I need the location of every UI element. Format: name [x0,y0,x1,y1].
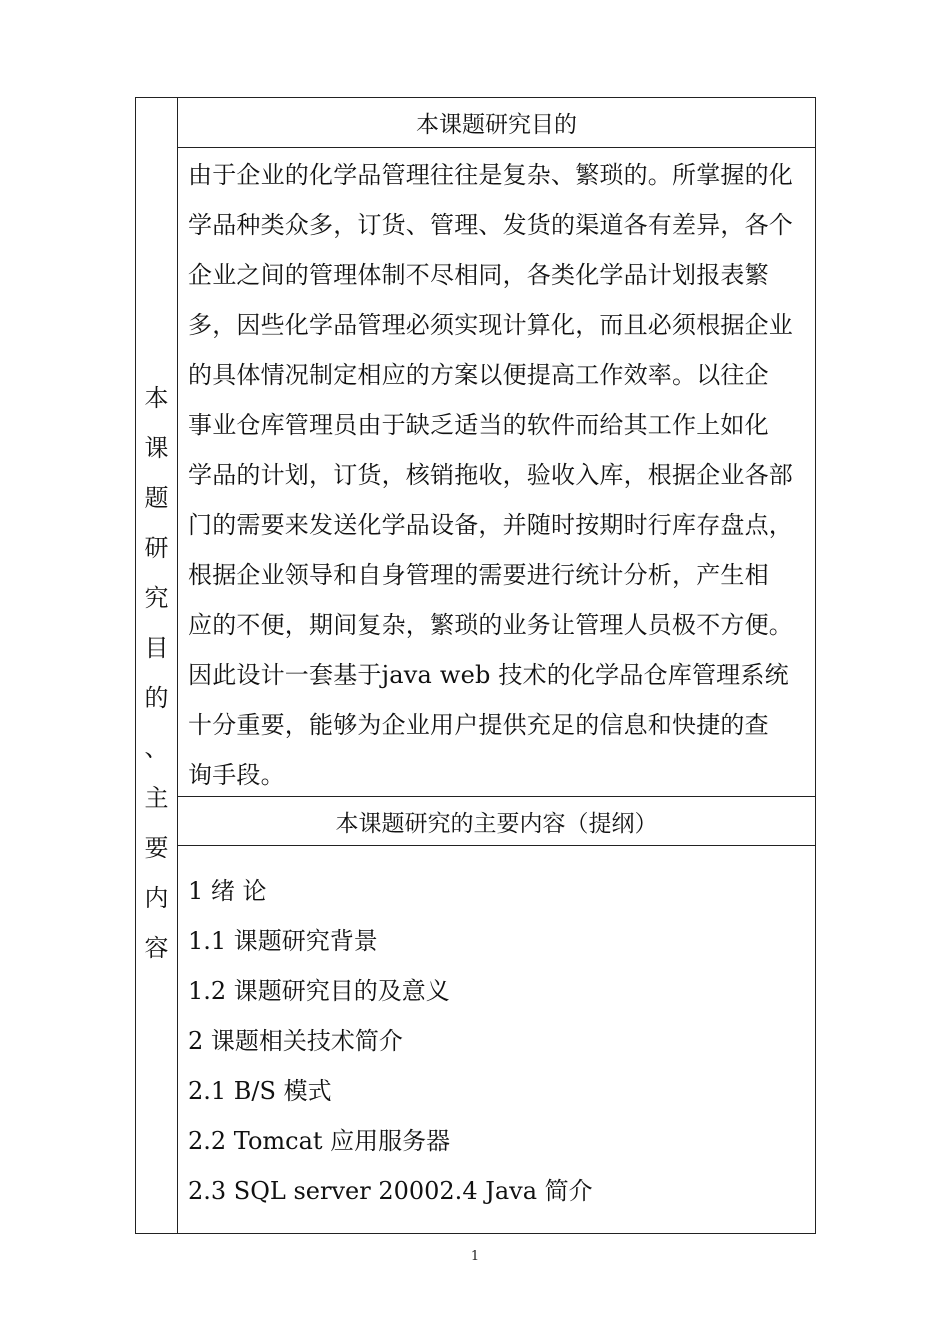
paragraph-line: 应的不便，期间复杂，繁琐的业务让管理人员极不方便。 [188,611,793,639]
paragraph-line: 事业仓库管理员由于缺乏适当的软件而给其工作上如化 [188,411,769,439]
outline-item: 1.1 课题研究背景 [188,927,378,955]
side-label-char: 题 [144,484,169,512]
side-label-char: 的 [144,684,169,712]
side-label-char: 目 [144,634,169,662]
purpose-heading: 本课题研究目的 [178,98,815,148]
paragraph-line: 十分重要，能够为企业用户提供充足的信息和快捷的查 [188,711,769,739]
side-label-char: 内 [144,884,169,912]
outline-item: 2 课题相关技术简介 [188,1027,403,1055]
paragraph-line: 企业之间的管理体制不尽相同，各类化学品计划报表繁 [188,261,769,289]
side-label-char: 本 [144,384,169,412]
outline-item: 2.3 SQL server 20002.4 Java 简介 [188,1177,593,1205]
side-label-char: 研 [144,534,169,562]
side-label-char: 课 [144,434,169,462]
paragraph-line: 门的需要来发送化学品设备，并随时按期时行库存盘点， [188,511,793,539]
side-label-char: 究 [144,584,169,612]
paragraph-line: 学品种类众多，订货、管理、发货的渠道各有差异，各个 [188,211,793,239]
side-label-char: 主 [144,784,169,812]
side-label [136,373,177,973]
side-label-char: 、 [144,734,169,762]
paragraph-line: 由于企业的化学品管理往往是复杂、繁琐的。所掌握的化 [188,161,793,189]
proposal-table [135,97,816,1234]
outline-item: 2.1 B/S 模式 [188,1077,332,1105]
paragraph-line: 多，因些化学品管理必须实现计算化，而且必须根据企业 [188,311,793,339]
content-column [178,98,815,1233]
outline-item: 2.2 Tomcat 应用服务器 [188,1127,451,1155]
side-label-char: 要 [144,834,169,862]
paragraph-line: 学品的计划，订货，核销拖收，验收入库，根据企业各部 [188,461,793,489]
side-label-char: 容 [144,934,169,962]
purpose-paragraph [188,150,807,800]
outline-item: 1.2 课题研究目的及意义 [188,977,450,1005]
paragraph-line: 的具体情况制定相应的方案以便提高工作效率。以往企 [188,361,769,389]
paragraph-line: 询手段。 [188,761,285,789]
content-heading: 本课题研究的主要内容（提纲） [178,796,815,846]
paragraph-line: 因此设计一套基于java web 技术的化学品仓库管理系统 [188,661,789,689]
content-outline [188,866,807,1216]
page-number: 1 [470,1249,480,1264]
paragraph-line: 根据企业领导和自身管理的需要进行统计分析，产生相 [188,561,769,589]
outline-item: 1 绪 论 [188,877,267,905]
side-label-cell [136,98,178,1233]
